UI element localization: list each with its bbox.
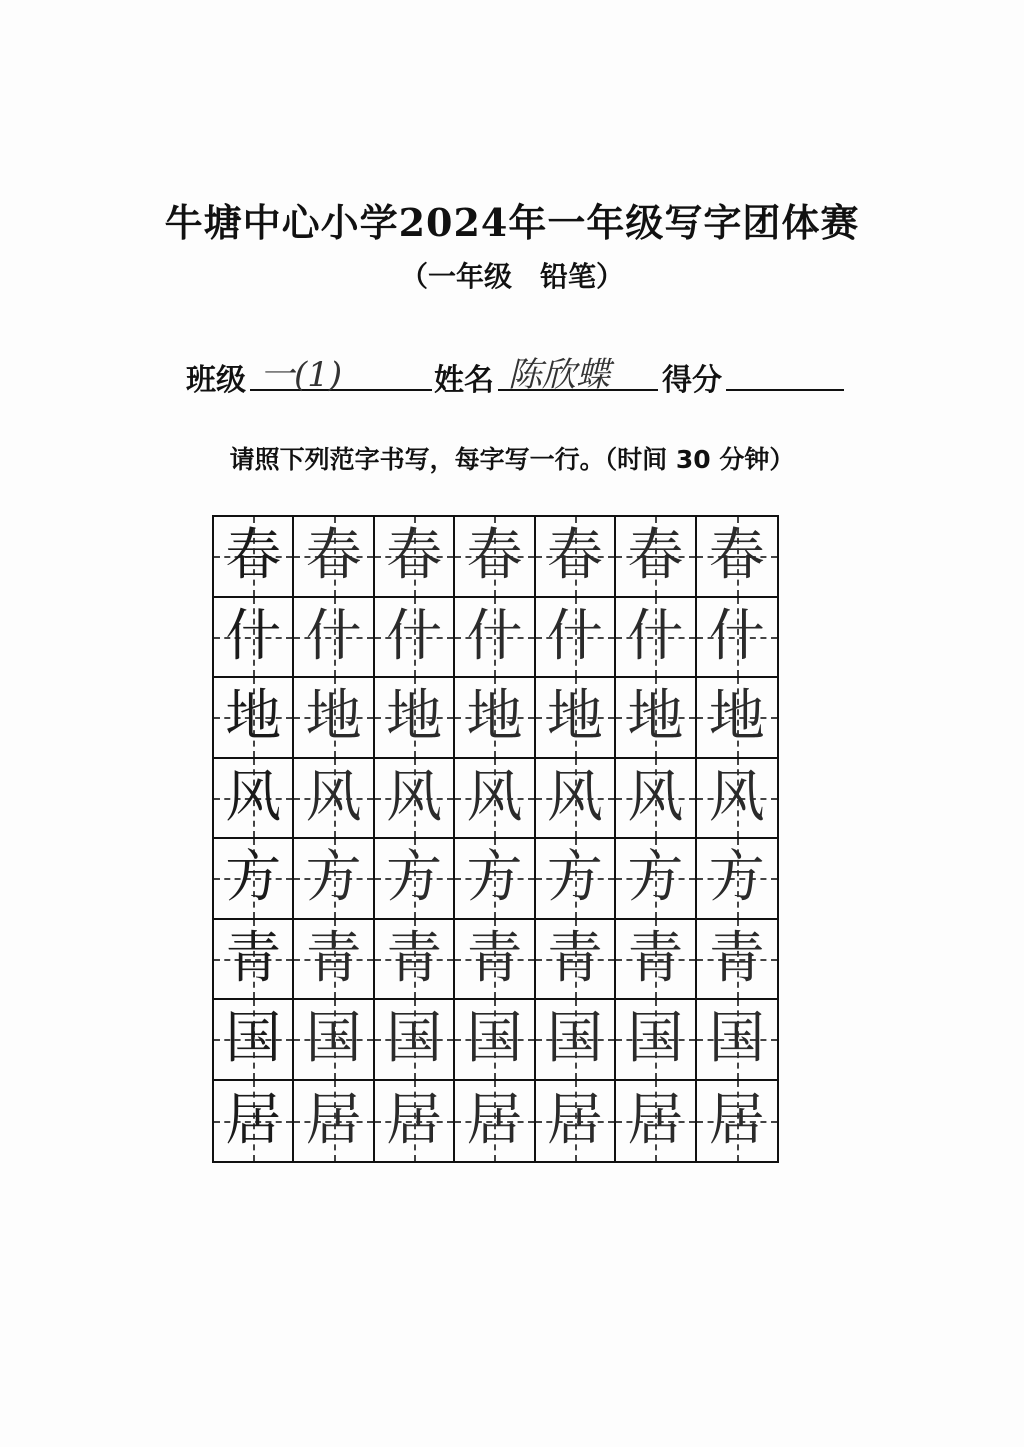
practice-character-cell xyxy=(616,759,696,840)
model-character: 国 xyxy=(225,1006,282,1072)
handwritten-character: 方 xyxy=(708,845,765,911)
handwritten-character: 风 xyxy=(466,764,523,830)
handwritten-character: 国 xyxy=(708,1006,765,1072)
practice-character-cell xyxy=(455,759,535,840)
handwritten-character: 地 xyxy=(466,684,523,750)
handwritten-character: 国 xyxy=(305,1006,362,1072)
handwritten-character: 方 xyxy=(386,845,443,911)
practice-character-cell xyxy=(375,759,455,840)
handwritten-character: 风 xyxy=(627,764,684,830)
model-character: 春 xyxy=(225,523,282,589)
practice-character-cell xyxy=(294,517,374,598)
page-title: 牛塘中心小学2024年一年级写字团体赛 xyxy=(164,200,860,245)
handwritten-character: 什 xyxy=(386,603,443,669)
practice-character-cell xyxy=(294,839,374,920)
practice-character-cell xyxy=(616,517,696,598)
handwritten-character: 风 xyxy=(708,764,765,830)
practice-character-cell xyxy=(697,759,777,840)
model-character-cell xyxy=(214,517,294,598)
name-label: 姓名 xyxy=(434,363,494,398)
handwritten-character: 青 xyxy=(627,925,684,991)
practice-character-cell xyxy=(536,1000,616,1081)
practice-character-cell xyxy=(616,920,696,1001)
handwritten-character: 青 xyxy=(305,925,362,991)
practice-character-cell xyxy=(375,598,455,679)
practice-character-cell xyxy=(536,759,616,840)
practice-character-cell xyxy=(616,678,696,759)
practice-character-cell xyxy=(375,1081,455,1162)
practice-character-cell xyxy=(697,517,777,598)
handwritten-character: 青 xyxy=(466,925,523,991)
handwritten-character: 春 xyxy=(708,523,765,589)
model-character: 青 xyxy=(225,925,282,991)
practice-character-cell xyxy=(697,1000,777,1081)
practice-character-cell xyxy=(455,1081,535,1162)
practice-character-cell xyxy=(455,1000,535,1081)
practice-character-cell xyxy=(455,920,535,1001)
practice-character-cell xyxy=(616,598,696,679)
practice-character-cell xyxy=(616,1000,696,1081)
handwritten-character: 地 xyxy=(708,684,765,750)
handwritten-character: 什 xyxy=(466,603,523,669)
handwritten-character: 国 xyxy=(546,1006,603,1072)
handwritten-character: 什 xyxy=(305,603,362,669)
model-character-cell xyxy=(214,1000,294,1081)
handwritten-character: 居 xyxy=(627,1087,684,1153)
handwritten-character: 什 xyxy=(546,603,603,669)
practice-character-cell xyxy=(616,839,696,920)
handwritten-character: 地 xyxy=(305,684,362,750)
page-subtitle: （一年级 铅笔） xyxy=(399,260,624,293)
handwritten-character: 春 xyxy=(466,523,523,589)
score-label: 得分 xyxy=(662,363,722,398)
handwritten-character: 什 xyxy=(627,603,684,669)
handwritten-character: 春 xyxy=(386,523,443,589)
practice-character-cell xyxy=(375,839,455,920)
model-character-cell xyxy=(214,920,294,1001)
handwritten-character: 国 xyxy=(466,1006,523,1072)
practice-character-cell xyxy=(294,678,374,759)
model-character: 什 xyxy=(225,603,282,669)
practice-character-cell xyxy=(697,920,777,1001)
practice-character-cell xyxy=(375,920,455,1001)
class-label: 班级 xyxy=(186,363,246,398)
model-character: 风 xyxy=(225,764,282,830)
practice-character-cell xyxy=(536,920,616,1001)
practice-character-cell xyxy=(697,678,777,759)
instruction-text: 请照下列范字书写，每字写一行。（时间 30 分钟） xyxy=(229,445,795,474)
practice-character-cell xyxy=(536,517,616,598)
handwritten-character: 国 xyxy=(627,1006,684,1072)
model-character: 方 xyxy=(225,845,282,911)
handwritten-character: 风 xyxy=(386,764,443,830)
handwritten-character: 方 xyxy=(305,845,362,911)
handwritten-character: 方 xyxy=(466,845,523,911)
model-character-cell xyxy=(214,678,294,759)
practice-character-cell xyxy=(375,678,455,759)
practice-character-cell xyxy=(697,1081,777,1162)
handwritten-character: 地 xyxy=(546,684,603,750)
handwritten-character: 青 xyxy=(386,925,443,991)
model-character-cell xyxy=(214,759,294,840)
handwritten-character: 方 xyxy=(627,845,684,911)
practice-grid xyxy=(212,515,779,1163)
practice-character-cell xyxy=(536,598,616,679)
handwritten-character: 春 xyxy=(627,523,684,589)
student-info-row xyxy=(186,345,866,398)
practice-character-cell xyxy=(294,1000,374,1081)
class-value: 一(1) xyxy=(260,355,343,395)
practice-character-cell xyxy=(697,839,777,920)
model-character: 地 xyxy=(225,684,282,750)
handwritten-character: 方 xyxy=(546,845,603,911)
practice-character-cell xyxy=(455,839,535,920)
handwritten-character: 风 xyxy=(305,764,362,830)
practice-character-cell xyxy=(294,598,374,679)
handwritten-character: 居 xyxy=(386,1087,443,1153)
practice-character-cell xyxy=(375,1000,455,1081)
handwritten-character: 春 xyxy=(305,523,362,589)
practice-character-cell xyxy=(294,759,374,840)
practice-character-cell xyxy=(294,1081,374,1162)
handwritten-character: 居 xyxy=(708,1087,765,1153)
handwritten-character: 春 xyxy=(546,523,603,589)
handwritten-character: 地 xyxy=(627,684,684,750)
practice-character-cell xyxy=(455,678,535,759)
model-character-cell xyxy=(214,839,294,920)
practice-character-cell xyxy=(294,920,374,1001)
handwritten-character: 青 xyxy=(546,925,603,991)
handwritten-character: 风 xyxy=(546,764,603,830)
practice-character-cell xyxy=(375,517,455,598)
handwritten-character: 什 xyxy=(708,603,765,669)
practice-character-cell xyxy=(536,839,616,920)
handwritten-character: 青 xyxy=(708,925,765,991)
handwritten-character: 地 xyxy=(386,684,443,750)
practice-character-cell xyxy=(536,1081,616,1162)
practice-character-cell xyxy=(455,598,535,679)
model-character: 居 xyxy=(225,1087,282,1153)
practice-character-cell xyxy=(536,678,616,759)
practice-character-cell xyxy=(455,517,535,598)
model-character-cell xyxy=(214,598,294,679)
handwritten-character: 居 xyxy=(546,1087,603,1153)
model-character-cell xyxy=(214,1081,294,1162)
practice-character-cell xyxy=(616,1081,696,1162)
name-value: 陈欣蝶 xyxy=(508,355,610,395)
handwritten-character: 国 xyxy=(386,1006,443,1072)
score-blank-line xyxy=(726,389,844,391)
handwritten-character: 居 xyxy=(466,1087,523,1153)
practice-character-cell xyxy=(697,598,777,679)
handwritten-character: 居 xyxy=(305,1087,362,1153)
